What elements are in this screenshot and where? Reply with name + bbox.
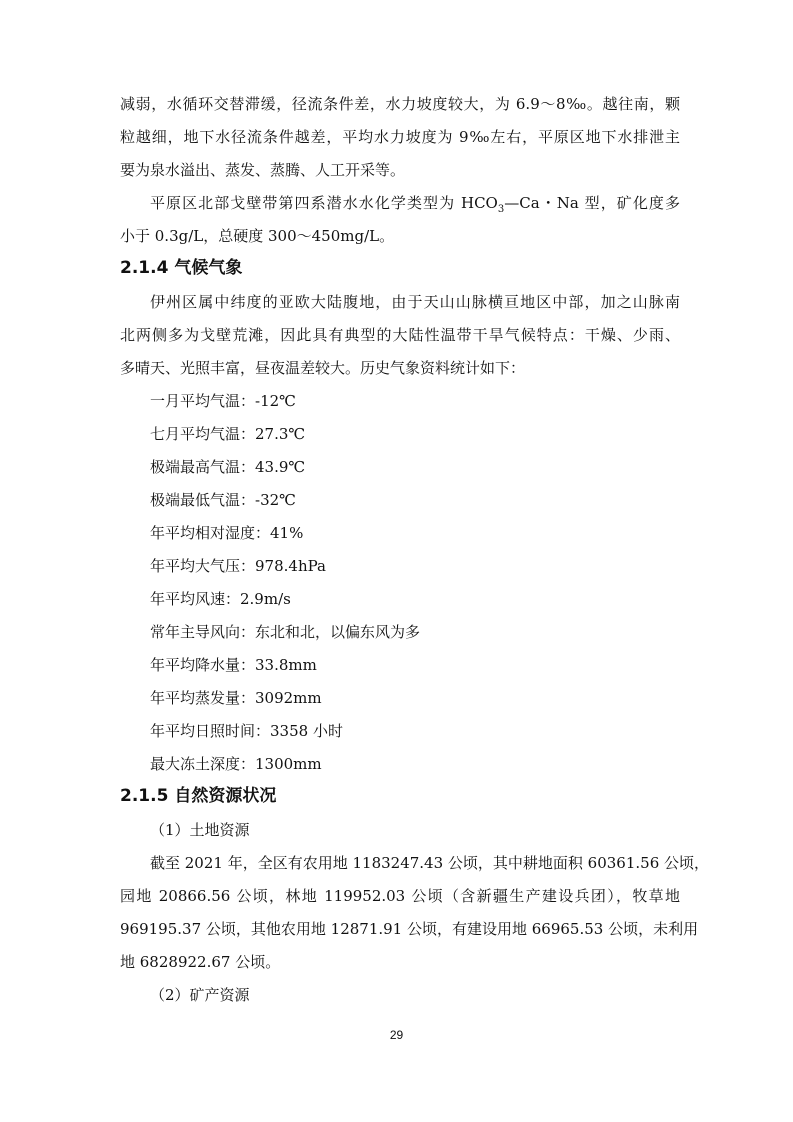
para2-line-1-pre: 平原区北部戈壁带第四系潜水水化学类型为 HCO — [150, 194, 498, 212]
para1-line-2: 粒越细，地下水径流条件越差，平均水力坡度为 9‰左右，平原区地下水排泄主 — [120, 128, 680, 146]
climate-intro-line-3: 多晴天、光照丰富，昼夜温差较大。历史气象资料统计如下： — [120, 359, 526, 377]
para1-line-1: 减弱，水循环交替滞缓，径流条件差，水力坡度较大，为 6.9～8‰。越往南，颗 — [120, 95, 680, 113]
land-line-3: 969195.37 公顷，其他农用地 12871.91 公顷，有建设用地 66965.53 公顷，未利用 — [120, 920, 699, 938]
climate-stat: 最大冻土深度：1300mm — [150, 755, 322, 773]
subsection-mineral-resources: （2）矿产资源 — [150, 986, 250, 1004]
climate-stat: 一月平均气温：-12℃ — [150, 392, 296, 410]
subsection-land-resources: （1）土地资源 — [150, 821, 250, 839]
climate-stat: 年平均相对湿度：41% — [150, 524, 304, 542]
climate-stat: 极端最高气温：43.9℃ — [150, 458, 306, 476]
para2-line-1 — [150, 193, 680, 220]
climate-stat: 年平均降水量：33.8mm — [150, 656, 317, 674]
climate-intro-line-1: 伊州区属中纬度的亚欧大陆腹地，由于天山山脉横亘地区中部，加之山脉南 — [150, 293, 680, 311]
climate-stat: 年平均蒸发量：3092mm — [150, 689, 322, 707]
section-heading-2-1-4: 2.1.4 气候气象 — [120, 258, 243, 278]
land-line-1: 截至 2021 年，全区有农用地 1183247.43 公顷，其中耕地面积 60361.56 公顷， — [150, 854, 710, 872]
climate-stat: 年平均风速：2.9m/s — [150, 590, 291, 608]
para1-line-3: 要为泉水溢出、蒸发、蒸腾、人工开采等。 — [120, 161, 406, 179]
climate-stat: 极端最低气温：-32℃ — [150, 491, 296, 509]
para2-subscript: 3 — [497, 204, 505, 215]
para2-line-1-post: —Ca・Na 型，矿化度多 — [504, 194, 680, 212]
climate-stat: 年平均日照时间：3358 小时 — [150, 722, 343, 740]
page-number: 29 — [389, 1028, 404, 1042]
land-line-4: 地 6828922.67 公顷。 — [120, 953, 281, 971]
climate-stat: 常年主导风向：东北和北，以偏东风为多 — [150, 623, 421, 641]
para2-line-2: 小于 0.3g/L，总硬度 300～450mg/L。 — [120, 227, 395, 245]
climate-stat: 七月平均气温：27.3℃ — [150, 425, 306, 443]
climate-intro-line-2: 北两侧多为戈壁荒滩，因此具有典型的大陆性温带干旱气候特点：干燥、少雨、 — [120, 326, 680, 344]
climate-stat: 年平均大气压：978.4hPa — [150, 557, 326, 575]
land-line-2: 园地 20866.56 公顷，林地 119952.03 公顷（含新疆生产建设兵团），牧草地 — [120, 887, 680, 905]
section-heading-2-1-5: 2.1.5 自然资源状况 — [120, 786, 277, 806]
